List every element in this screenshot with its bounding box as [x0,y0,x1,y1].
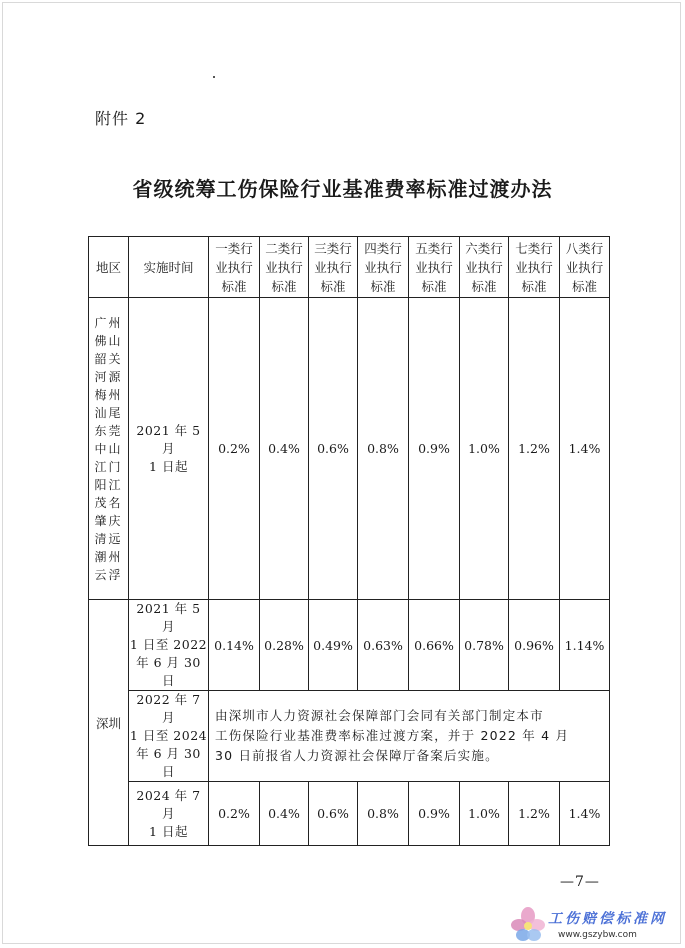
provincial-time: 2021 年 5 月 1 日起 [129,298,209,600]
shenzhen-row-2 [89,691,610,782]
header-class-4: 四类行 业执行 标准 [358,237,409,298]
shenzhen-region: 深圳 [89,600,129,846]
rate-cell: 0.14% [209,600,260,691]
rate-cell: 0.4% [260,298,309,600]
shenzhen-time-2: 2022 年 7 月 1 日至 2024 年 6 月 30 日 [129,691,209,782]
page-number: —7— [560,874,600,890]
rate-table [88,236,610,846]
region-list [89,314,128,584]
region-item: 江门 [94,459,123,474]
watermark-text: 工伤赔偿标准网 [548,911,667,927]
rate-cell: 0.96% [509,600,560,691]
provincial-row [89,298,610,600]
header-time: 实施时间 [129,237,209,298]
rate-cell: 1.0% [460,782,509,846]
rate-cell: 0.9% [409,782,460,846]
rate-cell: 0.2% [209,298,260,600]
rate-cell: 0.49% [309,600,358,691]
rate-cell: 1.14% [560,600,610,691]
region-item: 广州 [94,315,123,330]
region-item: 东莞 [94,423,123,438]
region-item: 中山 [94,441,123,456]
header-row [89,237,610,298]
header-class-2: 二类行 业执行 标准 [260,237,309,298]
attachment-label: 附件 2 [95,109,147,128]
rate-cell: 1.2% [509,782,560,846]
shenzhen-time-1: 2021 年 5 月 1 日至 2022 年 6 月 30 日 [129,600,209,691]
region-list-cell [89,298,129,600]
rate-cell: 1.4% [560,782,610,846]
header-class-3: 三类行 业执行 标准 [309,237,358,298]
region-item: 汕尾 [94,405,123,420]
region-item: 阳江 [94,477,123,492]
region-item: 佛山 [94,333,123,348]
rate-cell: 0.8% [358,782,409,846]
rate-cell: 0.78% [460,600,509,691]
shenzhen-time-3: 2024 年 7 月 1 日起 [129,782,209,846]
rate-cell: 0.4% [260,782,309,846]
shenzhen-transition-note: 由深圳市人力资源社会保障部门会同有关部门制定本市 工伤保险行业基准费率标准过渡方案，并于 2022 年 4 月 30 日前报省人力资源社会保障厅备案后实施。 [209,691,610,782]
rate-cell: 1.4% [560,298,610,600]
region-item: 清远 [94,531,123,546]
region-item: 梅州 [94,387,123,402]
flower-logo-icon [510,906,546,944]
rate-cell: 0.66% [409,600,460,691]
region-item: 河源 [94,369,123,384]
watermark-url: www.gszybw.com [558,930,637,940]
header-class-6: 六类行 业执行 标准 [460,237,509,298]
shenzhen-row-1 [89,600,610,691]
header-class-7: 七类行 业执行 标准 [509,237,560,298]
header-class-5: 五类行 业执行 标准 [409,237,460,298]
rate-cell: 0.8% [358,298,409,600]
rate-cell: 0.63% [358,600,409,691]
rate-cell: 0.6% [309,298,358,600]
region-item: 肇庆 [94,513,123,528]
rate-cell: 1.0% [460,298,509,600]
header-region: 地区 [89,237,129,298]
region-item: 韶关 [94,351,123,366]
shenzhen-row-3 [89,782,610,846]
rate-cell: 0.2% [209,782,260,846]
watermark [500,904,682,946]
region-item: 茂名 [94,495,123,510]
scan-speck [213,76,215,78]
rate-cell: 1.2% [509,298,560,600]
header-class-8: 八类行 业执行 标准 [560,237,610,298]
rate-cell: 0.28% [260,600,309,691]
document-title: 省级统筹工伤保险行业基准费率标准过渡办法 [132,177,553,201]
region-item: 云浮 [94,567,123,582]
rate-cell: 0.9% [409,298,460,600]
rate-cell: 0.6% [309,782,358,846]
header-class-1: 一类行 业执行 标准 [209,237,260,298]
region-item: 潮州 [94,549,123,564]
